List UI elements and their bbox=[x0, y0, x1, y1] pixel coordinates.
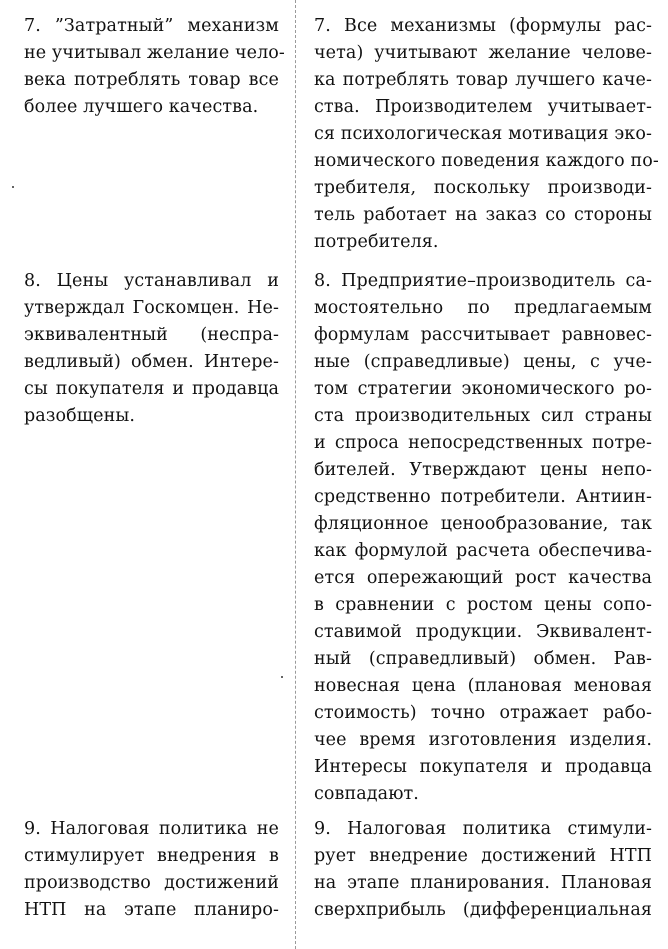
text-line: ста производительных сил страны bbox=[314, 406, 652, 426]
text-line: не учитывал желание чело- bbox=[24, 43, 285, 63]
text-line: сверхприбыль (дифференциальная bbox=[314, 900, 652, 920]
right-cell-item-7 bbox=[314, 13, 659, 256]
text-line: стоимость) точно отражает рабо- bbox=[314, 703, 652, 723]
text-line: века потреблять товар все bbox=[24, 70, 279, 90]
text-line: тель работает на заказ со стороны bbox=[314, 205, 652, 225]
text-line: ется опережающий рост качества bbox=[314, 568, 652, 588]
text-line: более лучшего качества. bbox=[24, 97, 259, 117]
text-line: бителей. Утверждают цены непо- bbox=[314, 460, 652, 480]
left-cell-item-7 bbox=[24, 13, 285, 121]
text-line: новесная цена (плановая меновая bbox=[314, 676, 652, 696]
text-line: как формулой расчета обеспечива- bbox=[314, 541, 652, 561]
scan-speck bbox=[12, 186, 14, 188]
text-line: на этапе планирования. Плановая bbox=[314, 873, 652, 893]
text-line: 9. Налоговая политика не bbox=[24, 819, 279, 839]
text-line: рует внедрение достижений НТП bbox=[314, 846, 652, 866]
text-line: сы покупателя и продавца bbox=[24, 379, 279, 399]
text-line: 7. Все механизмы (формулы рас- bbox=[314, 16, 652, 36]
scan-speck bbox=[281, 676, 283, 678]
column-divider bbox=[295, 0, 296, 949]
text-line: 8. Предприятие–производитель са- bbox=[314, 271, 652, 291]
text-line: ставимой продукции. Эквивалент- bbox=[314, 622, 652, 642]
text-line: Интересы покупателя и продавца bbox=[314, 757, 652, 777]
text-line: в сравнении с ростом цены сопо- bbox=[314, 595, 652, 615]
text-line: требителя, поскольку производи- bbox=[314, 178, 652, 198]
text-line: совпадают. bbox=[314, 784, 419, 804]
text-line: чее время изготовления изделия. bbox=[314, 730, 652, 750]
text-line: 9. Налоговая политика стимули- bbox=[314, 819, 652, 839]
text-line: ства. Производителем учитывает- bbox=[314, 97, 652, 117]
text-line: и спроса непосредственных потре- bbox=[314, 433, 652, 453]
text-line: разобщены. bbox=[24, 406, 136, 426]
right-cell-item-8 bbox=[314, 268, 652, 808]
text-line: утверждал Госкомцен. Не- bbox=[24, 298, 279, 318]
text-line: эквивалентный (неспра- bbox=[24, 325, 279, 345]
text-line: ный (справедливый) обмен. Рав- bbox=[314, 649, 652, 669]
right-cell-item-9 bbox=[314, 816, 652, 924]
text-line: стимулирует внедрения в bbox=[24, 846, 279, 866]
text-line: чета) учитывают желание челове- bbox=[314, 43, 652, 63]
text-line: мостоятельно по предлагаемым bbox=[314, 298, 652, 318]
text-line: НТП на этапе планиро- bbox=[24, 900, 279, 920]
text-line: формулам рассчитывает равновес- bbox=[314, 325, 652, 345]
text-line: 7. ”Затратный” механизм bbox=[24, 16, 279, 36]
text-line: производство достижений bbox=[24, 873, 279, 893]
text-line: ся психологическая мотивация эко- bbox=[314, 124, 652, 144]
text-line: 8. Цены устанавливал и bbox=[24, 271, 279, 291]
text-line: средственно потребители. Антиин- bbox=[314, 487, 652, 507]
text-line: том стратегии экономического ро- bbox=[314, 379, 652, 399]
left-cell-item-9 bbox=[24, 816, 279, 924]
text-line: потребителя. bbox=[314, 232, 439, 252]
text-line: фляционное ценообразование, так bbox=[314, 514, 652, 534]
text-line: ные (справедливые) цены, с уче- bbox=[314, 352, 652, 372]
text-line: ведливый) обмен. Интере- bbox=[24, 352, 279, 372]
text-line: номического поведения каждого по- bbox=[314, 151, 659, 171]
text-line: ка потреблять товар лучшего каче- bbox=[314, 70, 652, 90]
left-cell-item-8 bbox=[24, 268, 279, 430]
